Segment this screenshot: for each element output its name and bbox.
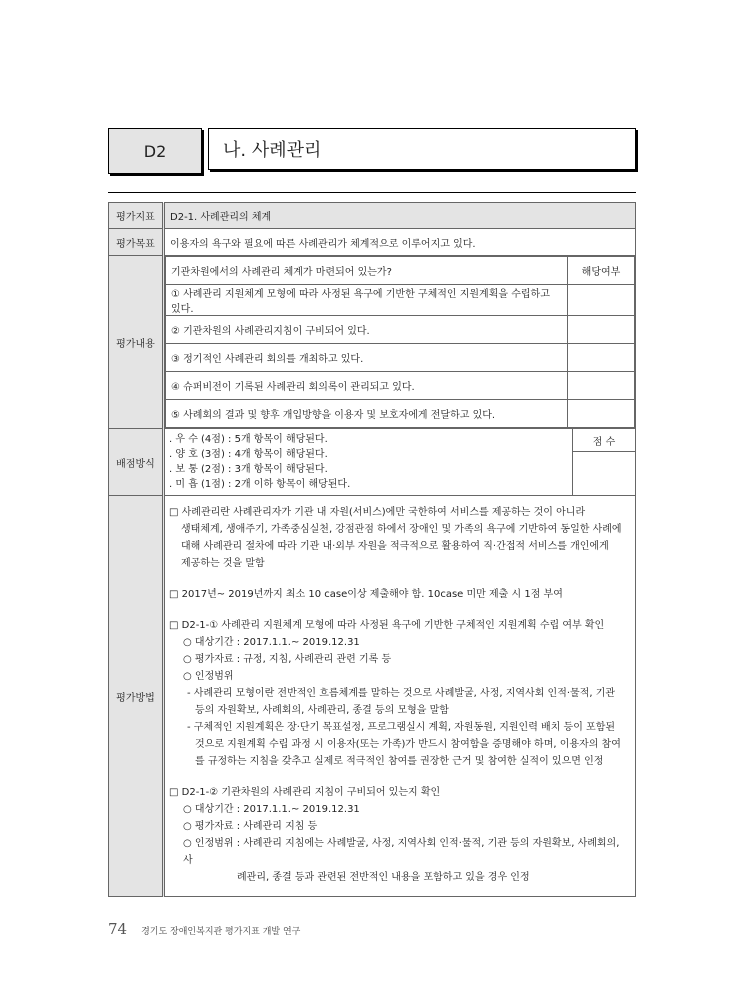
label-scoring: 배점방식 (109, 429, 164, 496)
applicable-checkbox[interactable] (568, 316, 635, 344)
method-line: ○ 대상기간 : 2017.1.1.~ 2019.12.31 (183, 804, 360, 815)
section-title: 나. 사례관리 (208, 128, 636, 170)
method-line: ○ 인정범위 (183, 671, 234, 682)
applicable-checkbox[interactable] (568, 372, 635, 400)
content-cell (164, 256, 636, 429)
method-line: 대해 사례관리 절차에 따라 기관 내·외부 자원을 적극적으로 활용하여 직·간접적 서비스를 개인에게 (181, 541, 609, 552)
method-line: 례관리, 종결 등과 관련된 전반적인 내용을 포함하고 있을 경우 인정 (237, 872, 530, 883)
method-paragraph: □ 사례관리란 사례관리자가 기관 내 자원(서비스)에만 국한하여 서비스를 제공하는 것이 아니라 (169, 507, 586, 518)
divider (108, 192, 636, 193)
checklist-item-text: ③ 정기적인 사례관리 회의를 개최하고 있다. (166, 344, 568, 372)
method-line: - 구체적인 지원계획은 장·단기 목표설정, 프로그램실시 계획, 자원동원, 지원인력 배치 등이 포함된 (187, 722, 616, 733)
method-line: ○ 평가자료 : 규정, 지침, 사례관리 관련 기록 등 (183, 654, 392, 665)
checklist-item (166, 285, 635, 316)
scoring-item: . 미 흡 (1점) : 2개 이하 항목이 해당된다. (169, 479, 351, 490)
row-goal (109, 229, 636, 256)
checklist-item-text: ① 사례관리 지원체계 모형에 따라 사정된 욕구에 기반한 구체적인 지원계획을 수립하고 있다. (166, 285, 568, 316)
row-content (109, 256, 636, 429)
score-input[interactable] (573, 452, 635, 495)
page-number: 74 (108, 920, 128, 938)
row-method (109, 496, 636, 897)
label-content: 평가내용 (109, 256, 164, 429)
method-cell (164, 496, 636, 897)
content-question: 기관차원에서의 사례관리 체계가 마련되어 있는가? (166, 257, 568, 285)
method-line: - 사례관리 모형이란 전반적인 흐름체계를 말하는 것으로 사례발굴, 사정, 지역사회 인적·물적, 기관 (187, 688, 616, 699)
content-checklist (165, 256, 635, 428)
method-line: ○ 평가자료 : 사례관리 지침 등 (183, 821, 318, 832)
scoring-item: . 우 수 (4점) : 5개 항목이 해당된다. (169, 434, 328, 445)
page-footer (108, 920, 300, 938)
method-line: 것으로 지원계획 수립 과정 시 이용자(또는 가족)가 반드시 참여함을 증명해야 하며, 이용자의 참여 (195, 739, 621, 750)
method-paragraph: □ D2-1-② 기관차원의 사례관리 지침이 구비되어 있는지 확인 (169, 787, 441, 798)
label-indicator: 평가지표 (109, 203, 164, 229)
method-line: ○ 인정범위 : 사례관리 지침에는 사례발굴, 사정, 지역사회 인적·물적, 기관 등의 자원확보, 사례회의, 사 (183, 838, 620, 866)
scoring-item: . 보 통 (2점) : 3개 항목이 해당된다. (169, 464, 328, 475)
section-code: D2 (108, 128, 202, 174)
score-header: 점 수 (573, 429, 635, 452)
method-paragraph: □ D2-1-① 사례관리 지원체계 모형에 따라 사정된 욕구에 기반한 구체적인 지원계획 수립 여부 확인 (169, 620, 605, 631)
method-line: 제공하는 것을 말함 (181, 558, 265, 569)
score-column (572, 429, 635, 495)
label-method: 평가방법 (109, 496, 164, 897)
checklist-item (166, 316, 635, 344)
method-line: 를 규정하는 지침을 갖추고 실제로 적극적인 참여를 권장한 근거 및 참여한 실적이 있으면 인정 (195, 756, 604, 767)
row-indicator (109, 203, 636, 229)
goal-text: 이용자의 욕구와 필요에 따른 사례관리가 체계적으로 이루어지고 있다. (164, 229, 636, 256)
method-line: 생태체계, 생애주기, 가족중심실천, 강점관점 하에서 장애인 및 가족의 욕구에 기반하여 동일한 사례에 (181, 524, 622, 535)
scoring-list (165, 429, 572, 495)
checklist-item (166, 400, 635, 428)
scoring-item: . 양 호 (3점) : 4개 항목이 해당된다. (169, 449, 328, 460)
scoring-cell (164, 429, 636, 496)
method-line: ○ 대상기간 : 2017.1.1.~ 2019.12.31 (183, 637, 360, 648)
checklist-item-text: ② 기관차원의 사례관리지침이 구비되어 있다. (166, 316, 568, 344)
indicator-text: D2-1. 사례관리의 체계 (164, 203, 636, 229)
checklist-item-text: ⑤ 사례회의 결과 및 향후 개입방향을 이용자 및 보호자에게 전달하고 있다. (166, 400, 568, 428)
applicable-header: 해당여부 (568, 257, 635, 285)
evaluation-table (108, 202, 636, 897)
method-text (165, 496, 635, 896)
checklist-item-text: ④ 슈퍼비전이 기록된 사례관리 회의록이 관리되고 있다. (166, 372, 568, 400)
checklist-header (166, 257, 635, 285)
checklist-item (166, 372, 635, 400)
checklist-item (166, 344, 635, 372)
method-line: 등의 자원확보, 사례회의, 사례관리, 종결 등의 모형을 말함 (195, 705, 449, 716)
row-scoring (109, 429, 636, 496)
applicable-checkbox[interactable] (568, 400, 635, 428)
footer-text: 경기도 장애인복지관 평가지표 개발 연구 (141, 927, 301, 937)
label-goal: 평가목표 (109, 229, 164, 256)
applicable-checkbox[interactable] (568, 285, 635, 316)
method-paragraph: □ 2017년~ 2019년까지 최소 10 case이상 제출해야 함. 10case 미만 제출 시 1점 부여 (169, 589, 563, 600)
applicable-checkbox[interactable] (568, 344, 635, 372)
